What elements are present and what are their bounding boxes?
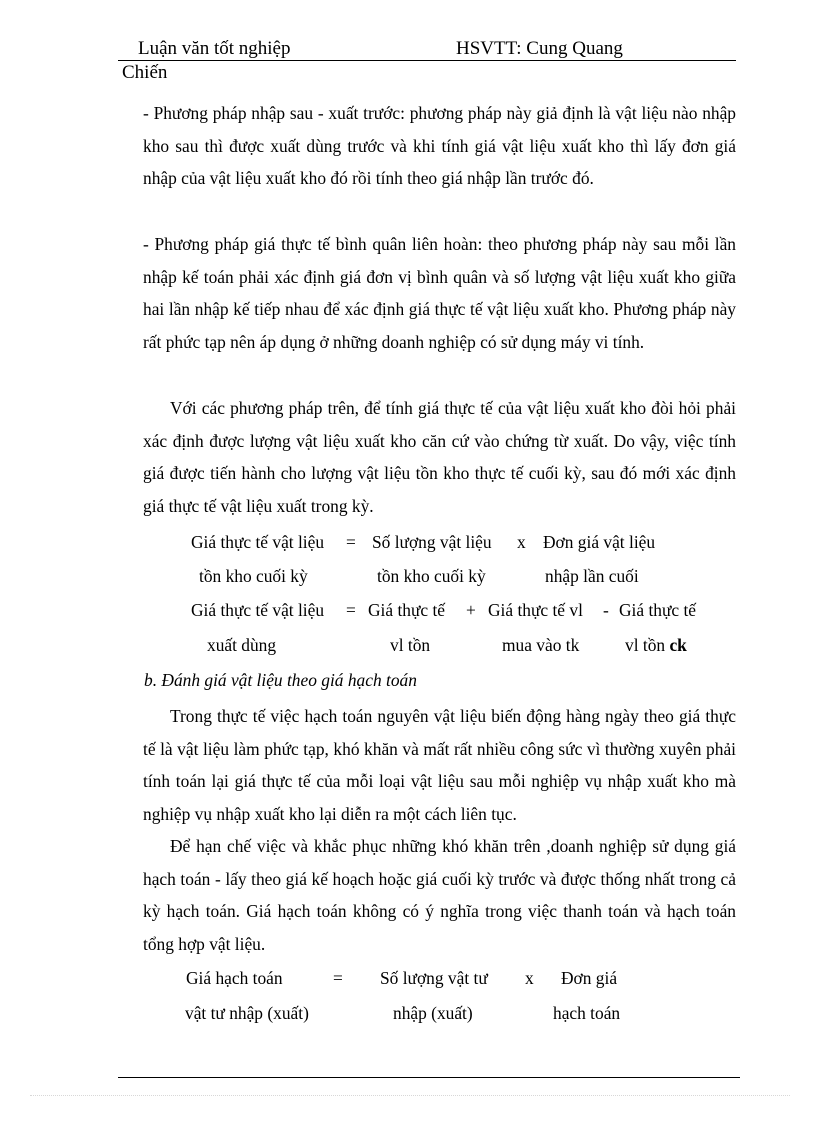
- formula1-term2-line2: nhập lần cuối: [545, 566, 639, 586]
- footer-rule: [118, 1077, 740, 1078]
- formula3-term1-line1: Số lượng vật tư: [380, 968, 488, 988]
- paragraph-lifo-method: - Phương pháp nhập sau - xuất trước: phương pháp này giả định là vật liệu nào nhập kho sau thì được xuất dùng trước và khi tính giá vật liệu xuất kho thì lấy đơn giá nhập của vật liệu xuất kho đó rồi tính theo giá nhập lần trước đó.: [143, 103, 736, 189]
- formula2-term2-line1: Giá thực tế vl: [488, 600, 583, 620]
- formula3-equals: =: [333, 968, 343, 988]
- formula2-term1-line1: Giá thực tế: [368, 600, 446, 620]
- formula1-term1-line1: Số lượng vật liệu: [372, 532, 492, 552]
- formula3-lhs-line1: Giá hạch toán: [186, 968, 283, 988]
- formula1-term2-line1: Đơn giá vật liệu: [543, 532, 656, 552]
- header-thesis-title: Luận văn tốt nghiệp: [138, 38, 291, 59]
- formula2-minus: -: [603, 600, 609, 620]
- formula3-term1-line2: nhập (xuất): [393, 1003, 473, 1023]
- formula1-lhs-line1: Giá thực tế vật liệu: [191, 532, 325, 552]
- formula2-plus: +: [466, 600, 476, 620]
- formula1-equals: =: [346, 532, 356, 552]
- header-author-continuation: Chiến: [122, 62, 168, 83]
- formula3-term2-line1: Đơn giá: [561, 968, 618, 988]
- formula2-term3-line2: [625, 635, 687, 656]
- formula2-equals: =: [346, 600, 356, 620]
- paragraph-actual-cost-difficulty: Trong thực tế việc hạch toán nguyên vật liệu biến động hàng ngày theo giá thực tế là vật liệu làm phức tạp, khó khăn và mất rất nhiều công sức vì thường xuyên phải tính toán lại giá thực tế của mỗi loại vật liệu sau mỗi nghiệp vụ nhập xuất kho mà nghiệp vụ nhập xuất kho lại diễn ra một cách liên tục.: [143, 706, 736, 824]
- formula2-term3-line2-text: vl tồn: [625, 635, 670, 655]
- formula2-term1-line2: vl tồn: [390, 635, 431, 655]
- formula2-lhs-line2: xuất dùng: [207, 635, 277, 655]
- formula2-term2-line2: mua vào tk: [502, 635, 580, 655]
- formula2-lhs-line1: Giá thực tế vật liệu: [191, 600, 325, 620]
- paragraph-planned-cost: Để hạn chế việc và khắc phục những khó khăn trên ,doanh nghiệp sử dụng giá hạch toán - lấy theo giá kế hoạch hoặc giá cuối kỳ trước và được thống nhất trong cả kỳ hạch toán. Giá hạch toán không có ý nghĩa trong việc thanh toán và hạch toán tổng hợp vật liệu.: [143, 836, 736, 954]
- paragraph-methods-summary: Với các phương pháp trên, để tính giá thực tế của vật liệu xuất kho đòi hỏi phải xác định được lượng vật liệu xuất kho căn cứ vào chứng từ xuất. Do vậy, việc tính giá được tiến hành cho lượng vật liệu tồn kho thực tế cuối kỳ, sau đó mới xác định giá thực tế vật liệu xuất trong kỳ.: [143, 398, 736, 516]
- paragraph-moving-average-method: - Phương pháp giá thực tế bình quân liên hoàn: theo phương pháp này sau mỗi lần nhập kế toán phải xác định giá đơn vị bình quân và số lượng vật liệu xuất kho giữa hai lần nhập kế tiếp nhau để xác định giá thực tế vật liệu xuất kho. Phương pháp này rất phức tạp nên áp dụng ở những doanh nghiệp có sử dụng máy vi tính.: [143, 234, 736, 352]
- formula2-term3-line2-bold: ck: [669, 635, 687, 655]
- formula3-term2-line2: hạch toán: [553, 1003, 621, 1023]
- header-author: HSVTT: Cung Quang: [456, 38, 623, 59]
- formula2-term3-line1: Giá thực tế: [619, 600, 697, 620]
- page-bottom-dotted-rule: [30, 1095, 790, 1096]
- formula3-times: x: [525, 968, 534, 988]
- page-header: [118, 38, 736, 61]
- section-heading-b: b. Đánh giá vật liệu theo giá hạch toán: [144, 670, 417, 690]
- formula1-lhs-line2: tồn kho cuối kỳ: [199, 566, 308, 586]
- formula3-lhs-line2: vật tư nhập (xuất): [185, 1003, 309, 1023]
- formula1-times: x: [517, 532, 526, 552]
- formula1-term1-line2: tồn kho cuối kỳ: [377, 566, 486, 586]
